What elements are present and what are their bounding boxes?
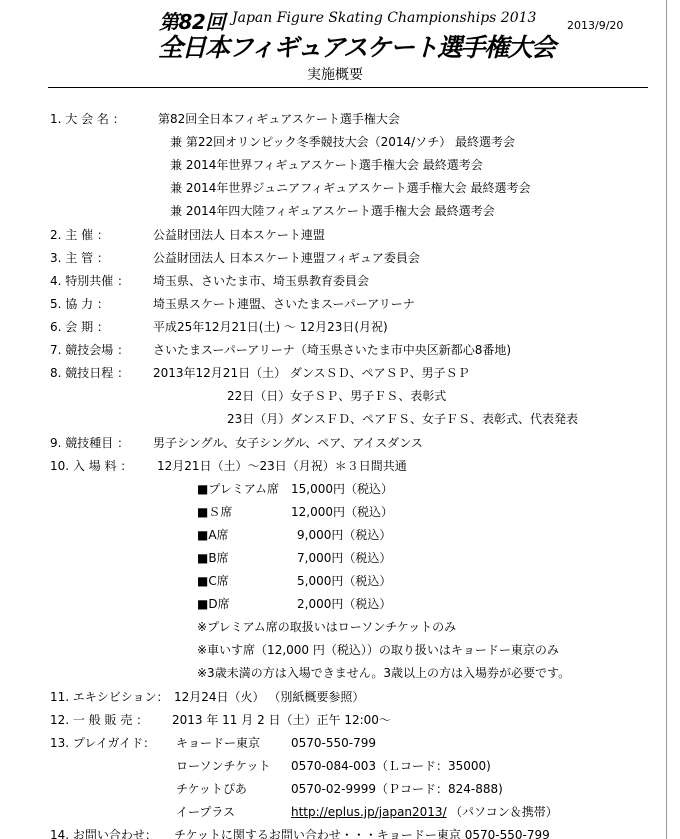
seat-type: ■B席	[197, 551, 229, 565]
schedule-label: 8. 競技日程 ：	[50, 366, 130, 380]
seat-price: 2,000円（税込）	[297, 597, 392, 611]
event-name-value: 第82回全日本フィギュアスケート選手権大会	[158, 112, 400, 126]
exhibition-label: 11. エキシビション：	[50, 690, 169, 704]
cooperation-label: 5. 協 力 ：	[50, 297, 109, 311]
exhibition-value: 12月24日（火） （別紙概要参照）	[174, 690, 365, 704]
venue-label: 7. 競技会場 ：	[50, 343, 130, 357]
organizer-label: 2. 主 催 ：	[50, 228, 109, 242]
events-value: 男子シングル、女子シングル、ペア、アイスダンス	[153, 436, 423, 450]
header-divider	[48, 87, 648, 88]
schedule-row: 23日（月）ダンスＦＤ、ペアＦＳ、女子ＦＳ、表彰式、代表発表	[227, 412, 579, 426]
seat-type: ■Ｓ席	[197, 505, 233, 519]
seat-type: ■D席	[197, 597, 230, 611]
edition-number: 第82回	[159, 10, 225, 34]
playguide-detail: 0570-084-003（Ｌコード：35000)	[291, 759, 491, 773]
playguide-label: 13. プレイガイド：	[50, 736, 156, 750]
playguide-name: イープラス	[176, 805, 236, 819]
period-label: 6. 会 期 ：	[50, 320, 109, 334]
playguide-detail: 0570-550-799	[291, 736, 377, 750]
seat-type: ■C席	[197, 574, 229, 588]
playguide-extra: （パソコン＆携帯）	[450, 805, 558, 819]
seat-price: 12,000円（税込）	[291, 505, 393, 519]
special-cohost-label: 4. 特別共催 ：	[50, 274, 130, 288]
events-label: 9. 競技種目 ：	[50, 436, 130, 450]
seat-price: 15,000円（税込）	[291, 482, 393, 496]
document-subtitle: 実施概要	[307, 67, 363, 83]
admission-note: ※プレミアム席の取扱いはローソンチケットのみ	[197, 620, 457, 634]
venue-value: さいたまスーパーアリーナ（埼玉県さいたま市中央区新都心8番地)	[153, 343, 512, 357]
playguide-name: ローソンチケット	[176, 759, 271, 773]
eplus-link[interactable]: http://eplus.jp/japan2013/	[291, 805, 447, 819]
seat-price: 7,000円（税込）	[297, 551, 392, 565]
event-also-item: 兼 第22回オリンピック冬季競技大会（2014/ソチ） 最終選考会	[170, 135, 516, 149]
schedule-row: 2013年12月21日（土） ダンスＳＤ、ペアＳＰ、男子ＳＰ	[153, 366, 470, 380]
playguide-name: キョードー東京	[176, 736, 261, 750]
general-sale-label: 12. 一 般 販 売 ：	[50, 713, 149, 727]
seat-price: 9,000円（税込）	[297, 528, 392, 542]
organizer-value: 公益財団法人 日本スケート連盟	[153, 228, 325, 242]
admission-note: ※3歳未満の方は入場できません。3歳以上の方は入場券が必要です。	[197, 666, 571, 680]
seat-type: ■A席	[197, 528, 229, 542]
admission-period: 12月21日（土）～23日（月祝）＊３日間共通	[157, 459, 407, 473]
document-date: 2013/9/20	[567, 19, 624, 32]
title-english: Japan Figure Skating Championships 2013	[232, 10, 537, 26]
admission-note: ※車いす席（12,000 円（税込））の取り扱いはキョードー東京のみ	[197, 643, 559, 657]
admission-label: 10. 入 場 料 ：	[50, 459, 133, 473]
event-name-label: 1. 大 会 名 ：	[50, 112, 125, 126]
management-value: 公益財団法人 日本スケート連盟フィギュア委員会	[153, 251, 420, 265]
general-sale-value: 2013 年 11 月 2 日（土）正午 12:00～	[172, 713, 391, 727]
event-also-item: 兼 2014年四大陸フィギュアスケート選手権大会 最終選考会	[170, 204, 495, 218]
playguide-name: チケットぴあ	[176, 782, 247, 796]
schedule-row: 22日（日）女子ＳＰ、男子ＦＳ、表彰式	[227, 389, 447, 403]
period-value: 平成25年12月21日(土) ～ 12月23日(月祝)	[153, 320, 388, 334]
seat-type: ■プレミアム席	[197, 482, 280, 496]
title-japanese: 全日本フィギュアスケート選手権大会	[158, 33, 555, 62]
inquiry-label: 14. お問い合わせ：	[50, 828, 157, 839]
seat-price: 5,000円（税込）	[297, 574, 392, 588]
playguide-detail: 0570-02-9999（Ｐコード：824-888)	[291, 782, 503, 796]
management-label: 3. 主 管 ：	[50, 251, 109, 265]
event-also-item: 兼 2014年世界フィギュアスケート選手権大会 最終選考会	[170, 158, 483, 172]
event-also-item: 兼 2014年世界ジュニアフィギュアスケート選手権大会 最終選考会	[170, 181, 531, 195]
cooperation-value: 埼玉県スケート連盟、さいたまスーパーアリーナ	[153, 297, 415, 311]
page-edge-line	[666, 0, 667, 839]
special-cohost-value: 埼玉県、さいたま市、埼玉県教育委員会	[153, 274, 370, 288]
inquiry-value: チケットに関するお問い合わせ・・・キョードー東京 0570-550-799	[174, 828, 550, 839]
